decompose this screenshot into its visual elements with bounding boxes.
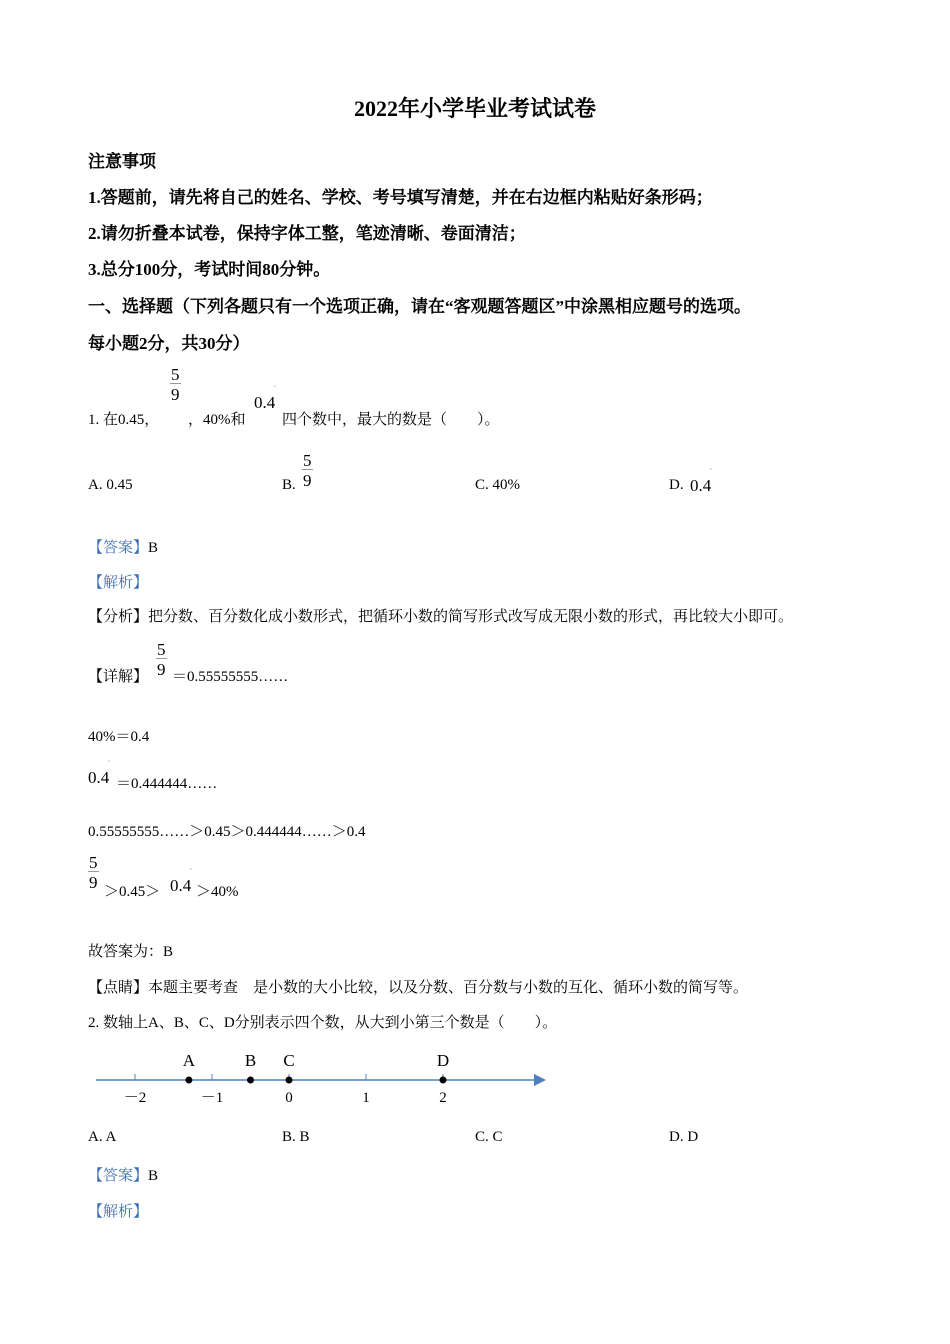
fraction-numerator: 5: [157, 640, 166, 659]
point-label: A: [182, 1051, 196, 1070]
q2-number-line: [88, 1040, 558, 1115]
q1-option-b-fraction: [302, 452, 313, 489]
page-title: 2022年小学毕业考试试卷: [353, 96, 596, 121]
fenxi-text: 把分数、百分数化成小数形式，把循环小数的简写形式改写成无限小数的形式，再比较大小即可。: [148, 609, 794, 625]
fraction-denominator: 9: [157, 660, 166, 679]
axis-arrow-icon: [534, 1074, 546, 1086]
q1-repeating-decimal: [254, 382, 277, 413]
notice-heading: 注意事项: [88, 152, 156, 171]
q1-detail-line1: ＝0.55555555……: [172, 669, 289, 685]
q1-suffix: 四个数中，最大的数是（ ）。: [282, 412, 500, 428]
q1-fraction: [170, 366, 181, 403]
q1-option-b-label: B.: [282, 477, 296, 493]
axis-tick-label: －2: [123, 1090, 147, 1106]
point-label: B: [244, 1051, 257, 1070]
rep-value: 0.4: [170, 876, 192, 895]
point-b: [247, 1077, 254, 1084]
fraction-denominator: 9: [303, 471, 312, 490]
point-label: C: [283, 1051, 295, 1070]
point-a: [185, 1077, 192, 1084]
notice-item-3: 3.总分100分，考试时间80分钟。: [88, 260, 331, 279]
rep-value: 0.4: [254, 393, 276, 412]
q1-prefix: 1. 在0.45，: [88, 412, 160, 428]
point-label: D: [436, 1051, 450, 1070]
detail-compare-fraction: [88, 854, 99, 891]
point-d: [440, 1077, 447, 1084]
q2-option-b: B. B: [282, 1129, 310, 1145]
q1-mid: ，40%和: [188, 412, 246, 428]
section-heading-line2: 每小题2分，共30分）: [88, 334, 250, 353]
answer-tag: 【答案】: [88, 540, 149, 556]
fenxi-tag: 【分析】: [88, 609, 149, 625]
fraction-numerator: 5: [89, 853, 98, 872]
q1-answer: [88, 536, 158, 557]
dianjing-tag: 【点睛】: [88, 980, 149, 996]
answer-value: B: [148, 540, 159, 556]
q1-analysis-tag: 【解析】: [88, 575, 149, 591]
rep-dot: ·: [107, 757, 111, 766]
fraction-denominator: 9: [171, 385, 180, 404]
axis-tick-label: 2: [439, 1090, 447, 1106]
detail-compare-decimal: [170, 865, 193, 896]
fraction-denominator: 9: [89, 873, 98, 892]
detail-fraction: [156, 641, 167, 678]
point-c: [286, 1077, 293, 1084]
q1-dianjing: [88, 976, 748, 997]
q1-detail-line4: 0.55555555……＞0.45＞0.444444……＞0.4: [88, 824, 366, 840]
fraction-numerator: 5: [171, 365, 180, 384]
q2-answer: [88, 1164, 158, 1185]
axis-tick-label: －1: [200, 1090, 224, 1106]
axis-tick-label: 0: [285, 1090, 293, 1106]
answer-tag: 【答案】: [88, 1168, 149, 1184]
q2-option-a: A. A: [88, 1129, 117, 1145]
rep-dot: ·: [709, 465, 713, 474]
rep-dot: ·: [189, 865, 193, 874]
q1-detail-line5-b: ＞40%: [196, 884, 239, 900]
q1-conclusion: 故答案为：B: [88, 944, 174, 960]
rep-dot: ·: [273, 382, 277, 391]
q1-detail-tag: 【详解】: [88, 669, 149, 685]
q1-option-c: C. 40%: [475, 477, 520, 493]
q1-detail-line3: ＝0.444444……: [116, 776, 218, 792]
rep-value: 0.4: [88, 768, 110, 787]
section-heading-line1: 一、选择题（下列各题只有一个选项正确，请在“客观题答题区”中涂黑相应题号的选项。: [88, 297, 751, 316]
fraction-numerator: 5: [303, 451, 312, 470]
q2-option-d: D. D: [669, 1129, 699, 1145]
axis-tick-label: 1: [362, 1090, 370, 1106]
q1-option-d-decimal: [690, 465, 713, 496]
q1-detail-line2: 40%＝0.4: [88, 729, 150, 745]
q2-option-c: C. C: [475, 1129, 503, 1145]
detail-repeating-decimal: [88, 757, 111, 788]
q2-analysis-tag: 【解析】: [88, 1204, 149, 1220]
q1-option-d-label: D.: [669, 477, 684, 493]
rep-value: 0.4: [690, 476, 712, 495]
answer-value: B: [148, 1168, 159, 1184]
notice-item-2: 2.请勿折叠本试卷，保持字体工整，笔迹清晰、卷面清洁；: [88, 224, 526, 243]
q1-option-a: A. 0.45: [88, 477, 133, 493]
notice-item-1: 1.答题前，请先将自己的姓名、学校、考号填写清楚，并在右边框内粘贴好条形码；: [88, 188, 713, 207]
q1-detail-line5-a: ＞0.45＞: [104, 884, 161, 900]
q2-question: 2. 数轴上A、B、C、D分别表示四个数，从大到小第三个数是（ ）。: [88, 1015, 558, 1031]
dianjing-text: 本题主要考查 是小数的大小比较，以及分数、百分数与小数的互化、循环小数的简写等。: [148, 980, 749, 996]
q1-fenxi: [88, 605, 793, 626]
